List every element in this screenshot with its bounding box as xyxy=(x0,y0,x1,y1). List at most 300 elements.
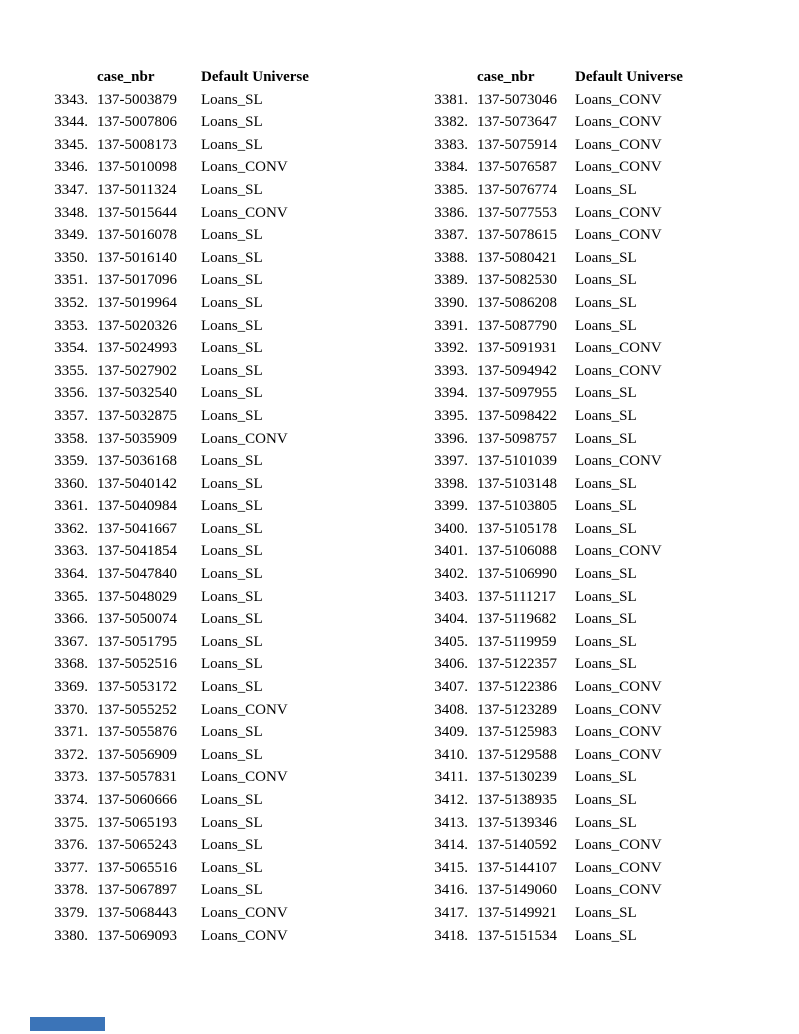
universe-cell: Loans_SL xyxy=(201,362,263,379)
row-index: 3372. xyxy=(54,746,88,763)
universe-cell: Loans_SL xyxy=(201,520,263,537)
row-index: 3346. xyxy=(54,159,88,176)
table-row xyxy=(416,111,766,134)
row-index: 3380. xyxy=(54,927,88,944)
universe-cell: Loans_SL xyxy=(575,294,637,311)
row-index: 3414. xyxy=(434,837,468,854)
row-index: 3388. xyxy=(434,249,468,266)
row-index: 3393. xyxy=(434,362,468,379)
case-nbr-cell: 137-5067897 xyxy=(97,882,177,899)
table-row xyxy=(416,744,766,767)
table-row xyxy=(36,337,386,360)
row-index: 3397. xyxy=(434,453,468,470)
table-row xyxy=(36,766,386,789)
case-nbr-cell: 137-5015644 xyxy=(97,204,177,221)
universe-cell: Loans_SL xyxy=(201,882,263,899)
case-nbr-cell: 137-5036168 xyxy=(97,453,177,470)
case-nbr-cell: 137-5119959 xyxy=(477,633,557,650)
case-nbr-cell: 137-5011324 xyxy=(97,181,177,198)
row-index: 3365. xyxy=(54,588,88,605)
universe-cell: Loans_CONV xyxy=(575,91,662,108)
table-row xyxy=(36,495,386,518)
case-nbr-cell: 137-5091931 xyxy=(477,340,557,357)
row-index: 3359. xyxy=(54,453,88,470)
table-row xyxy=(36,179,386,202)
row-index: 3364. xyxy=(54,566,88,583)
case-nbr-cell: 137-5008173 xyxy=(97,136,177,153)
case-nbr-cell: 137-5149060 xyxy=(477,882,557,899)
universe-cell: Loans_SL xyxy=(575,317,637,334)
column-header-case-nbr: case_nbr xyxy=(477,69,535,85)
case-nbr-cell: 137-5129588 xyxy=(477,746,557,763)
table-row xyxy=(416,473,766,496)
table-row xyxy=(36,292,386,315)
case-nbr-cell: 137-5065193 xyxy=(97,814,177,831)
universe-cell: Loans_SL xyxy=(201,475,263,492)
table-row xyxy=(36,224,386,247)
case-nbr-cell: 137-5060666 xyxy=(97,792,177,808)
case-nbr-cell: 137-5024993 xyxy=(97,340,177,357)
case-nbr-cell: 137-5122357 xyxy=(477,656,557,673)
row-index: 3362. xyxy=(54,520,88,537)
case-nbr-cell: 137-5151534 xyxy=(477,927,557,944)
footer-blue-bar xyxy=(30,1017,105,1031)
case-nbr-cell: 137-5119682 xyxy=(477,611,557,628)
case-nbr-cell: 137-5103148 xyxy=(477,475,557,492)
universe-cell: Loans_SL xyxy=(201,498,263,515)
universe-cell: Loans_CONV xyxy=(575,114,662,131)
table-row xyxy=(36,744,386,767)
row-index: 3398. xyxy=(434,475,468,492)
table-row xyxy=(416,134,766,157)
row-index: 3347. xyxy=(54,181,88,198)
table-row xyxy=(36,699,386,722)
row-index: 3413. xyxy=(434,814,468,831)
case-nbr-cell: 137-5057831 xyxy=(97,769,177,786)
universe-cell: Loans_CONV xyxy=(575,724,662,741)
universe-cell: Loans_SL xyxy=(201,814,263,831)
row-index: 3406. xyxy=(434,656,468,673)
universe-cell: Loans_CONV xyxy=(575,159,662,176)
universe-cell: Loans_SL xyxy=(201,656,263,673)
universe-cell: Loans_SL xyxy=(201,91,263,108)
universe-cell: Loans_SL xyxy=(575,181,637,198)
table-row xyxy=(416,631,766,654)
case-nbr-cell: 137-5032875 xyxy=(97,407,177,424)
row-index: 3404. xyxy=(434,611,468,628)
row-index: 3367. xyxy=(54,633,88,650)
case-nbr-cell: 137-5138935 xyxy=(477,792,557,808)
table-row xyxy=(416,428,766,451)
universe-cell: Loans_SL xyxy=(575,498,637,515)
universe-cell: Loans_CONV xyxy=(575,362,662,379)
case-nbr-cell: 137-5106990 xyxy=(477,566,557,583)
table-row xyxy=(416,766,766,789)
table-header-row xyxy=(416,66,766,89)
row-index: 3357. xyxy=(54,407,88,424)
universe-cell: Loans_CONV xyxy=(575,882,662,899)
row-index: 3412. xyxy=(434,792,468,808)
row-index: 3377. xyxy=(54,859,88,876)
row-index: 3375. xyxy=(54,814,88,831)
universe-cell: Loans_SL xyxy=(201,837,263,854)
case-nbr-cell: 137-5144107 xyxy=(477,859,557,876)
table-row xyxy=(36,563,386,586)
case-nbr-cell: 137-5073647 xyxy=(477,114,557,131)
row-index: 3343. xyxy=(54,91,88,108)
case-nbr-cell: 137-5055252 xyxy=(97,701,177,718)
row-index: 3402. xyxy=(434,566,468,583)
case-nbr-cell: 137-5052516 xyxy=(97,656,177,673)
row-index: 3386. xyxy=(434,204,468,221)
case-nbr-cell: 137-5123289 xyxy=(477,701,557,718)
universe-cell: Loans_CONV xyxy=(575,227,662,244)
case-nbr-cell: 137-5017096 xyxy=(97,272,177,289)
case-nbr-cell: 137-5055876 xyxy=(97,724,177,741)
case-nbr-cell: 137-5027902 xyxy=(97,362,177,379)
table-row xyxy=(416,699,766,722)
universe-cell: Loans_CONV xyxy=(201,769,288,786)
table-row xyxy=(416,834,766,857)
table-row xyxy=(36,902,386,925)
universe-cell: Loans_SL xyxy=(201,272,263,289)
table-row xyxy=(36,721,386,744)
case-nbr-cell: 137-5098422 xyxy=(477,407,557,424)
row-index: 3395. xyxy=(434,407,468,424)
case-nbr-cell: 137-5047840 xyxy=(97,566,177,583)
row-index: 3370. xyxy=(54,701,88,718)
case-nbr-cell: 137-5035909 xyxy=(97,430,177,447)
case-nbr-cell: 137-5040142 xyxy=(97,475,177,492)
row-index: 3358. xyxy=(54,430,88,447)
row-index: 3383. xyxy=(434,136,468,153)
row-index: 3403. xyxy=(434,588,468,605)
row-index: 3345. xyxy=(54,136,88,153)
row-index: 3405. xyxy=(434,633,468,650)
table-row xyxy=(36,315,386,338)
universe-cell: Loans_SL xyxy=(575,769,637,786)
row-index: 3373. xyxy=(54,769,88,786)
table-row xyxy=(416,563,766,586)
universe-cell: Loans_SL xyxy=(201,453,263,470)
universe-cell: Loans_SL xyxy=(201,114,263,131)
case-nbr-cell: 137-5078615 xyxy=(477,227,557,244)
row-index: 3354. xyxy=(54,340,88,357)
table-row xyxy=(416,495,766,518)
universe-cell: Loans_SL xyxy=(575,633,637,650)
universe-cell: Loans_SL xyxy=(201,859,263,876)
universe-cell: Loans_SL xyxy=(201,340,263,357)
row-index: 3352. xyxy=(54,294,88,311)
table-row xyxy=(36,269,386,292)
row-index: 3410. xyxy=(434,746,468,763)
case-nbr-cell: 137-5056909 xyxy=(97,746,177,763)
universe-cell: Loans_SL xyxy=(575,272,637,289)
row-index: 3361. xyxy=(54,498,88,515)
row-index: 3376. xyxy=(54,837,88,854)
row-index: 3415. xyxy=(434,859,468,876)
universe-cell: Loans_SL xyxy=(201,611,263,628)
universe-cell: Loans_SL xyxy=(575,927,637,944)
table-row xyxy=(36,608,386,631)
case-nbr-cell: 137-5149921 xyxy=(477,904,557,921)
table-row xyxy=(416,925,766,948)
universe-cell: Loans_CONV xyxy=(201,204,288,221)
case-nbr-cell: 137-5139346 xyxy=(477,814,557,831)
row-index: 3350. xyxy=(54,249,88,266)
table-row xyxy=(416,179,766,202)
case-nbr-cell: 137-5105178 xyxy=(477,520,557,537)
case-nbr-cell: 137-5053172 xyxy=(97,679,177,696)
universe-cell: Loans_CONV xyxy=(201,927,288,944)
case-nbr-cell: 137-5068443 xyxy=(97,904,177,921)
universe-cell: Loans_SL xyxy=(201,385,263,402)
row-index: 3374. xyxy=(54,792,88,808)
row-index: 3351. xyxy=(54,272,88,289)
case-nbr-cell: 137-5140592 xyxy=(477,837,557,854)
universe-cell: Loans_SL xyxy=(201,746,263,763)
universe-cell: Loans_CONV xyxy=(201,904,288,921)
column-header-default-universe: Default Universe xyxy=(575,69,683,85)
case-nbr-cell: 137-5122386 xyxy=(477,679,557,696)
universe-cell: Loans_SL xyxy=(575,814,637,831)
universe-cell: Loans_SL xyxy=(575,588,637,605)
row-index: 3384. xyxy=(434,159,468,176)
table-row xyxy=(416,382,766,405)
row-index: 3371. xyxy=(54,724,88,741)
row-index: 3356. xyxy=(54,385,88,402)
row-index: 3394. xyxy=(434,385,468,402)
header-spacer xyxy=(36,66,97,89)
table-row xyxy=(36,676,386,699)
universe-cell: Loans_CONV xyxy=(575,543,662,560)
table-row xyxy=(36,834,386,857)
universe-cell: Loans_CONV xyxy=(575,679,662,696)
table-row xyxy=(416,676,766,699)
table-row xyxy=(416,156,766,179)
row-index: 3385. xyxy=(434,181,468,198)
case-nbr-cell: 137-5050074 xyxy=(97,611,177,628)
universe-cell: Loans_SL xyxy=(201,227,263,244)
table-row xyxy=(36,631,386,654)
table-row xyxy=(416,247,766,270)
case-nbr-cell: 137-5019964 xyxy=(97,294,177,311)
table-row xyxy=(416,540,766,563)
table-row xyxy=(416,789,766,812)
table-row xyxy=(416,608,766,631)
table-row xyxy=(416,224,766,247)
case-table-left xyxy=(36,66,386,947)
row-index: 3366. xyxy=(54,611,88,628)
row-index: 3368. xyxy=(54,656,88,673)
case-nbr-cell: 137-5041667 xyxy=(97,520,177,537)
universe-cell: Loans_CONV xyxy=(575,746,662,763)
universe-cell: Loans_SL xyxy=(575,249,637,266)
universe-cell: Loans_CONV xyxy=(575,204,662,221)
row-index: 3407. xyxy=(434,679,468,696)
row-index: 3401. xyxy=(434,543,468,560)
row-index: 3387. xyxy=(434,227,468,244)
table-row xyxy=(36,540,386,563)
column-header-case-nbr: case_nbr xyxy=(97,69,155,85)
table-row xyxy=(416,586,766,609)
table-row xyxy=(36,812,386,835)
universe-cell: Loans_SL xyxy=(201,317,263,334)
case-nbr-cell: 137-5032540 xyxy=(97,385,177,402)
case-nbr-cell: 137-5065516 xyxy=(97,859,177,876)
row-index: 3417. xyxy=(434,904,468,921)
universe-cell: Loans_SL xyxy=(201,566,263,583)
universe-cell: Loans_SL xyxy=(201,407,263,424)
row-index: 3411. xyxy=(434,769,468,786)
case-nbr-cell: 137-5080421 xyxy=(477,249,557,266)
table-row xyxy=(36,518,386,541)
case-nbr-cell: 137-5007806 xyxy=(97,114,177,131)
table-body-right xyxy=(416,89,766,948)
universe-cell: Loans_SL xyxy=(201,792,263,808)
universe-cell: Loans_SL xyxy=(201,588,263,605)
case-nbr-cell: 137-5051795 xyxy=(97,633,177,650)
row-index: 3409. xyxy=(434,724,468,741)
row-index: 3349. xyxy=(54,227,88,244)
universe-cell: Loans_CONV xyxy=(201,430,288,447)
universe-cell: Loans_SL xyxy=(201,294,263,311)
table-row xyxy=(36,202,386,225)
table-row xyxy=(36,879,386,902)
row-index: 3390. xyxy=(434,294,468,311)
universe-cell: Loans_CONV xyxy=(201,159,288,176)
universe-cell: Loans_CONV xyxy=(575,701,662,718)
table-row xyxy=(36,89,386,112)
universe-cell: Loans_SL xyxy=(575,611,637,628)
case-nbr-cell: 137-5010098 xyxy=(97,159,177,176)
table-row xyxy=(416,518,766,541)
case-nbr-cell: 137-5125983 xyxy=(477,724,557,741)
case-nbr-cell: 137-5097955 xyxy=(477,385,557,402)
universe-cell: Loans_SL xyxy=(201,136,263,153)
column-header-default-universe: Default Universe xyxy=(201,69,309,85)
case-nbr-cell: 137-5003879 xyxy=(97,91,177,108)
row-index: 3408. xyxy=(434,701,468,718)
table-row xyxy=(416,879,766,902)
table-row xyxy=(36,405,386,428)
table-row xyxy=(416,812,766,835)
table-row xyxy=(36,450,386,473)
row-index: 3353. xyxy=(54,317,88,334)
table-row xyxy=(416,269,766,292)
universe-cell: Loans_SL xyxy=(575,904,637,921)
row-index: 3363. xyxy=(54,543,88,560)
universe-cell: Loans_SL xyxy=(575,520,637,537)
row-index: 3392. xyxy=(434,340,468,357)
table-row xyxy=(416,292,766,315)
row-index: 3381. xyxy=(434,91,468,108)
case-nbr-cell: 137-5048029 xyxy=(97,588,177,605)
row-index: 3379. xyxy=(54,904,88,921)
table-row xyxy=(36,789,386,812)
table-row xyxy=(416,89,766,112)
table-row xyxy=(36,134,386,157)
case-nbr-cell: 137-5077553 xyxy=(477,204,557,221)
case-nbr-cell: 137-5016140 xyxy=(97,249,177,266)
universe-cell: Loans_SL xyxy=(575,475,637,492)
universe-cell: Loans_SL xyxy=(575,566,637,583)
case-nbr-cell: 137-5106088 xyxy=(477,543,557,560)
case-nbr-cell: 137-5111217 xyxy=(477,588,556,605)
universe-cell: Loans_SL xyxy=(575,430,637,447)
case-nbr-cell: 137-5086208 xyxy=(477,294,557,311)
case-nbr-cell: 137-5020326 xyxy=(97,317,177,334)
row-index: 3369. xyxy=(54,679,88,696)
case-nbr-cell: 137-5082530 xyxy=(477,272,557,289)
table-row xyxy=(416,857,766,880)
case-nbr-cell: 137-5103805 xyxy=(477,498,557,515)
table-row xyxy=(416,405,766,428)
table-row xyxy=(36,653,386,676)
case-nbr-cell: 137-5073046 xyxy=(477,91,557,108)
row-index: 3344. xyxy=(54,114,88,131)
universe-cell: Loans_SL xyxy=(201,249,263,266)
universe-cell: Loans_SL xyxy=(201,181,263,198)
table-row xyxy=(36,925,386,948)
table-row xyxy=(36,111,386,134)
case-table-right xyxy=(416,66,766,947)
universe-cell: Loans_SL xyxy=(575,385,637,402)
row-index: 3396. xyxy=(434,430,468,447)
table-row xyxy=(416,337,766,360)
case-nbr-cell: 137-5075914 xyxy=(477,136,557,153)
row-index: 3416. xyxy=(434,882,468,899)
case-nbr-cell: 137-5065243 xyxy=(97,837,177,854)
row-index: 3382. xyxy=(434,114,468,131)
universe-cell: Loans_SL xyxy=(201,724,263,741)
table-row xyxy=(36,360,386,383)
case-nbr-cell: 137-5040984 xyxy=(97,498,177,515)
table-row xyxy=(36,473,386,496)
universe-cell: Loans_SL xyxy=(201,543,263,560)
table-row xyxy=(36,428,386,451)
table-row xyxy=(36,247,386,270)
table-header-row xyxy=(36,66,386,89)
case-nbr-cell: 137-5087790 xyxy=(477,317,557,334)
header-spacer xyxy=(416,66,477,89)
universe-cell: Loans_CONV xyxy=(575,837,662,854)
case-nbr-cell: 137-5130239 xyxy=(477,769,557,786)
universe-cell: Loans_SL xyxy=(201,633,263,650)
table-row xyxy=(416,653,766,676)
table-row xyxy=(416,360,766,383)
row-index: 3389. xyxy=(434,272,468,289)
row-index: 3399. xyxy=(434,498,468,515)
table-row xyxy=(416,202,766,225)
row-index: 3391. xyxy=(434,317,468,334)
universe-cell: Loans_CONV xyxy=(575,453,662,470)
case-nbr-cell: 137-5101039 xyxy=(477,453,557,470)
case-nbr-cell: 137-5016078 xyxy=(97,227,177,244)
universe-cell: Loans_CONV xyxy=(201,701,288,718)
table-row xyxy=(36,156,386,179)
case-nbr-cell: 137-5098757 xyxy=(477,430,557,447)
universe-cell: Loans_SL xyxy=(575,656,637,673)
case-nbr-cell: 137-5076774 xyxy=(477,181,557,198)
table-row xyxy=(416,721,766,744)
table-row xyxy=(36,382,386,405)
table-row xyxy=(416,315,766,338)
table-row xyxy=(416,902,766,925)
case-nbr-cell: 137-5094942 xyxy=(477,362,557,379)
case-nbr-cell: 137-5041854 xyxy=(97,543,177,560)
row-index: 3378. xyxy=(54,882,88,899)
